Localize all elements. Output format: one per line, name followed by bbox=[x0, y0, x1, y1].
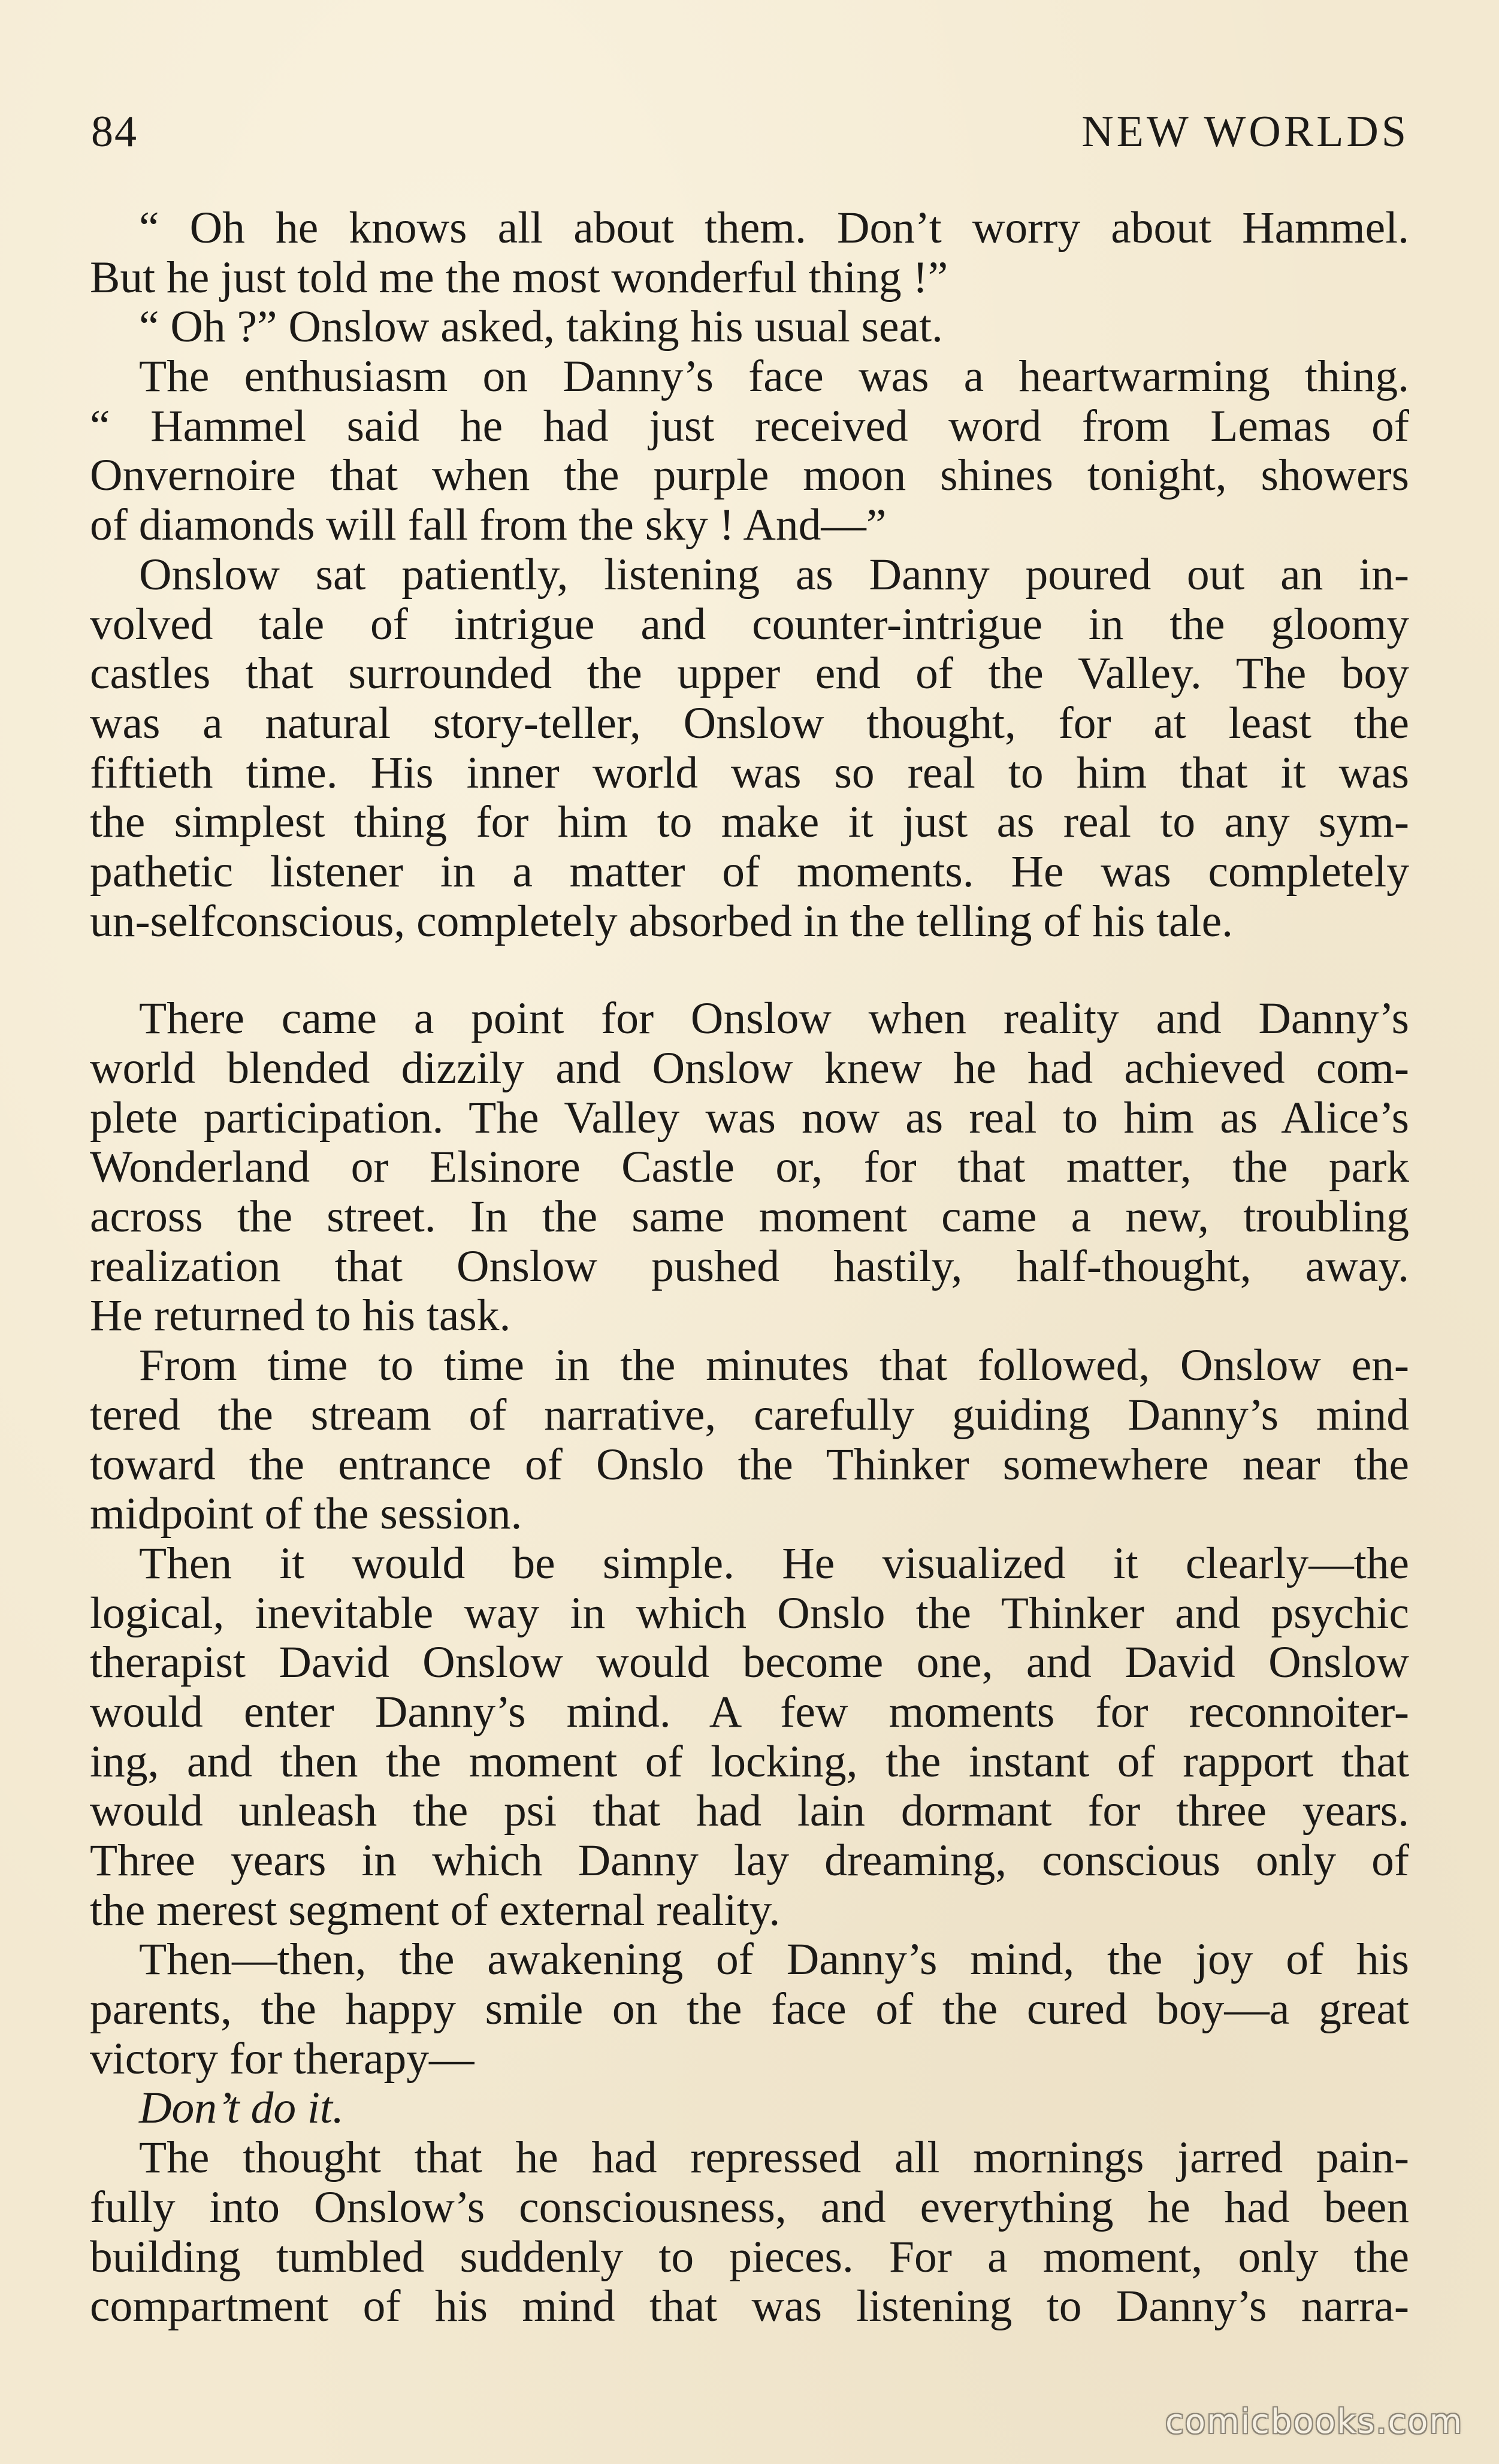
text-line: tered the stream of narrative, carefully guiding Danny’s mind bbox=[90, 1390, 1409, 1440]
italic-line bbox=[90, 2084, 1409, 2133]
text-line: Onslow sat patiently, listening as Danny poured out an in- bbox=[139, 550, 1409, 600]
text-line: Then—then, the awakening of Danny’s mind, the joy of his bbox=[139, 1935, 1409, 1985]
text-line: He returned to his task. bbox=[90, 1291, 511, 1341]
text-line: plete participation. The Valley was now as real to him as Alice’s bbox=[90, 1093, 1409, 1143]
text-line: But he just told me the most wonderful thing !” bbox=[90, 253, 948, 302]
journal-title: NEW WORLDS bbox=[1081, 107, 1409, 156]
text-line: logical, inevitable way in which Onslo the Thinker and psychic bbox=[90, 1588, 1409, 1638]
text-line: would unleash the psi that had lain dormant for three years. bbox=[90, 1787, 1409, 1836]
text-line: the merest segment of external reality. bbox=[90, 1885, 781, 1935]
text-line: therapist David Onslow would become one, and David Onslow bbox=[90, 1638, 1409, 1688]
text-line: the simplest thing for him to make it just as real to any sym- bbox=[90, 798, 1409, 847]
watermark-logo: comicbooks.com bbox=[1165, 2402, 1463, 2441]
text-line: across the street. In the same moment came a new, troubling bbox=[90, 1192, 1409, 1242]
section-break bbox=[90, 946, 1409, 994]
text-line: The enthusiasm on Danny’s face was a heartwarming thing. bbox=[139, 352, 1409, 402]
text-line: parents, the happy smile on the face of the cured boy—a great bbox=[90, 1985, 1409, 2035]
text-line: would enter Danny’s mind. A few moments for reconnoiter- bbox=[90, 1687, 1409, 1737]
text-line: fiftieth time. His inner world was so real to him that it was bbox=[90, 748, 1409, 798]
text-line: “ Oh ?” Onslow asked, taking his usual seat. bbox=[139, 302, 943, 352]
text-line: world blended dizzily and Onslow knew he had achieved com- bbox=[90, 1044, 1409, 1093]
text-line: toward the entrance of Onslo the Thinker somewhere near the bbox=[90, 1440, 1409, 1490]
text-line: victory for therapy— bbox=[90, 2034, 475, 2084]
story-text bbox=[90, 204, 1409, 2332]
text-line: Then it would be simple. He visualized it clearly—the bbox=[139, 1539, 1409, 1588]
text-line: The thought that he had repressed all mornings jarred pain- bbox=[139, 2133, 1409, 2183]
text-line: fully into Onslow’s consciousness, and everything he had been bbox=[90, 2183, 1409, 2232]
text-line: ing, and then the moment of locking, the instant of rapport that bbox=[90, 1737, 1409, 1787]
text-line: There came a point for Onslow when reality and Danny’s bbox=[139, 994, 1409, 1044]
text-line: of diamonds will fall from the sky ! And—” bbox=[90, 501, 887, 550]
italic-text: Don’t do it. bbox=[139, 2084, 344, 2133]
text-line: From time to time in the minutes that followed, Onslow en- bbox=[139, 1341, 1409, 1391]
page-number: 84 bbox=[91, 107, 138, 156]
text-line: building tumbled suddenly to pieces. For a moment, only the bbox=[90, 2232, 1409, 2282]
text-line: castles that surrounded the upper end of the Valley. The boy bbox=[90, 649, 1409, 699]
text-line: pathetic listener in a matter of moments. He was completely bbox=[90, 847, 1409, 897]
text-line: Wonderland or Elsinore Castle or, for that matter, the park bbox=[90, 1143, 1409, 1192]
text-line: Onvernoire that when the purple moon shines tonight, showers bbox=[90, 451, 1409, 501]
text-line: volved tale of intrigue and counter-intrigue in the gloomy bbox=[90, 600, 1409, 649]
text-line: compartment of his mind that was listening to Danny’s narra- bbox=[90, 2282, 1409, 2332]
text-line: realization that Onslow pushed hastily, half-thought, away. bbox=[90, 1242, 1409, 1291]
text-line: was a natural story-teller, Onslow thought, for at least the bbox=[90, 698, 1409, 748]
text-line: un-selfconscious, completely absorbed in the telling of his tale. bbox=[90, 897, 1233, 946]
running-head bbox=[91, 107, 1409, 161]
text-line: Three years in which Danny lay dreaming, conscious only of bbox=[90, 1836, 1409, 1885]
text-line: “ Oh he knows all about them. Don’t worry about Hammel. bbox=[139, 204, 1409, 253]
text-line: “ Hammel said he had just received word from Lemas of bbox=[90, 401, 1409, 451]
text-line: midpoint of the session. bbox=[90, 1490, 522, 1539]
